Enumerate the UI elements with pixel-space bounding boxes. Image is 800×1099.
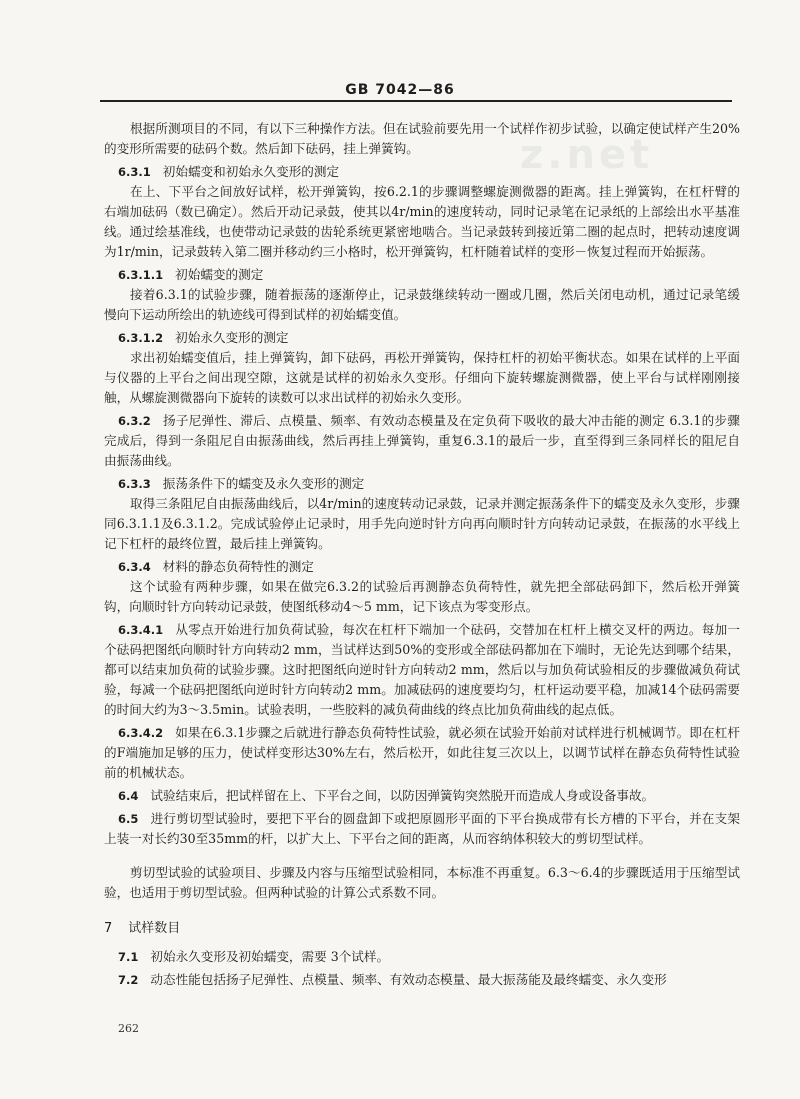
page-number: 262	[118, 1022, 139, 1035]
section-number: 6.3.2	[118, 414, 151, 428]
document-body	[104, 119, 740, 990]
item-text: 初始永久变形及初始蠕变，需要 3个试样。	[150, 949, 390, 964]
chapter-number: 7	[104, 921, 113, 936]
section-heading	[104, 328, 740, 348]
section-body: 取得三条阻尼自由振荡曲线后，以4r/min的速度转动记录鼓，记录并测定振荡条件下的蠕变及永久变形，步骤同6.3.1.1及6.3.1.2。完成试验停止记录时，用手先向逆时针方向再向顺时针方向转动记录鼓，在振荡的水平线上记下杠杆的最终位置，最后挂上弹簧钩。	[104, 496, 740, 551]
section-heading	[104, 809, 740, 849]
section-body: 这个试验有两种步骤，如果在做完6.3.2的试验后再测静态负荷特性，就先把全部砝码卸下，然后松开弹簧钩，向顺时针方向转动记录鼓，使图纸移动4～5 mm，记下该点为零变形点。	[104, 579, 740, 614]
item-number: 7.1	[118, 950, 139, 964]
section-title: 初始蠕变的测定	[175, 267, 264, 282]
section-body: 接着6.3.1的试验步骤，随着振荡的逐渐停止，记录鼓继续转动一圈或几圈，然后关闭电动机，通过记录笔缓慢向下运动所绘出的轨迹线可得到试样的初始蠕变值。	[104, 287, 740, 322]
section-title: 振荡条件下的蠕变及永久变形的测定	[162, 476, 365, 491]
section-heading	[104, 620, 740, 720]
section-number: 6.3.4	[118, 560, 151, 574]
chapter-heading	[104, 919, 740, 939]
section-number: 6.3.4.2	[118, 726, 164, 740]
chapter-item	[104, 970, 740, 990]
section-body: 扬子尼弹性、滞后、点模量、频率、有效动态模量及在定负荷下吸收的最大冲击能的测定 6.3.1的步骤完成后，得到一条阻尼自由振荡曲线，然后再挂上弹簧钩，重复6.3.1的最后一步，直至得到三条同样长的阻尼自由振荡曲线。	[104, 413, 740, 468]
section-number: 6.3.4.1	[118, 623, 164, 637]
section-heading	[104, 265, 740, 285]
closing-paragraph: 剪切型试验的试验项目、步骤及内容与压缩型试验相同，本标准不再重复。6.3～6.4的步骤既适用于压缩型试验，也适用于剪切型试验。但两种试验的计算公式系数不同。	[104, 865, 740, 900]
section-heading	[104, 557, 740, 577]
standard-header: GB 7042—86	[345, 82, 455, 98]
item-text: 动态性能包括扬子尼弹性、点模量、频率、有效动态模量、最大振荡能及最终蠕变、永久变形	[150, 972, 667, 987]
section-heading	[104, 474, 740, 494]
section-number: 6.3.1.1	[118, 268, 164, 282]
section-number: 6.3.1	[118, 165, 151, 179]
section-heading	[104, 162, 740, 182]
chapter-title: 试样数目	[128, 921, 181, 936]
section-heading	[104, 786, 740, 806]
section-heading	[104, 411, 740, 471]
section-body: 进行剪切型试验时，要把下平台的圆盘卸下或把原圆形平面的下平台换成带有长方槽的下平台，并在支架上装一对长约30至35mm的杆，以扩大上、下平台之间的距离，从而容纳体积较大的剪切型试样。	[104, 811, 740, 846]
intro-paragraph: 根据所测项目的不同，有以下三种操作方法。但在试验前要先用一个试样作初步试验，以确定使试样产生20%的变形所需要的砝码个数。然后卸下砝码，挂上弹簧钩。	[104, 121, 740, 156]
chapter-item	[104, 947, 740, 967]
section-body: 如果在6.3.1步骤之后就进行静态负荷特性试验，就必须在试验开始前对试样进行机械调节。即在杠杆的F端施加足够的压力，使试样变形达30%左右，然后松开，如此往复三次以上，以调节试样在静态负荷特性试验前的机械状态。	[104, 725, 740, 780]
section-body: 在上、下平台之间放好试样，松开弹簧钩，按6.2.1的步骤调整螺旋测微器的距离。挂上弹簧钩，在杠杆臂的右端加砝码（数已确定）。然后开动记录鼓，使其以4r/min的速度转动，同时记录笔在记录纸的上部绘出水平基准线。通过绘基准线，也使带动记录鼓的齿轮系统更紧密地啮合。当记录鼓转到接近第二圈的起点时，把转动速度调为1r/min，记录鼓转入第二圈并移动约三小格时，松开弹簧钩，杠杆随着试样的变形－恢复过程而开始振荡。	[104, 184, 740, 259]
section-body: 试验结束后，把试样留在上、下平台之间，以防因弹簧钩突然脱开而造成人身或设备事故。	[150, 788, 655, 803]
section-title: 初始永久变形的测定	[175, 330, 289, 345]
section-body: 从零点开始进行加负荷试验，每次在杠杆下端加一个砝码，交替加在杠杆上横交叉杆的两边。每加一个砝码把图纸向顺时针方向转动2 mm，当试样达到50%的变形或全部砝码都加在下端时，无论先达到哪个结果，都可以结束加负荷的试验步骤。这时把图纸向逆时针方向转动2 mm，然后以与加负荷试验相反的步骤做减负荷试验，每减一个砝码把图纸向逆时针方向转动2 mm。加减砝码的速度要均匀，杠杆运动要平稳，加减14个砝码需要的时间大约为3～3.5min。试验表明，一些胶料的减负荷曲线的终点比加负荷曲线的起点低。	[104, 622, 740, 717]
header-rule	[100, 100, 732, 102]
section-number: 6.5	[118, 812, 139, 826]
section-body: 求出初始蠕变值后，挂上弹簧钩，卸下砝码，再松开弹簧钩，保持杠杆的初始平衡状态。如果在试样的上平面与仪器的上平台之间出现空隙，这就是试样的初始永久变形。仔细向下旋转螺旋测微器，使上平台与试样刚刚接触，从螺旋测微器向下旋转的读数可以求出试样的初始永久变形。	[104, 350, 740, 405]
section-number: 6.3.1.2	[118, 331, 164, 345]
section-number: 6.3.3	[118, 477, 151, 491]
watermark: z.net	[520, 132, 654, 178]
sections	[104, 162, 740, 849]
chapter-items	[104, 947, 740, 990]
section-title: 初始蠕变和初始永久变形的测定	[162, 164, 340, 179]
item-number: 7.2	[118, 973, 139, 987]
section-number: 6.4	[118, 789, 139, 803]
section-heading	[104, 723, 740, 783]
section-title: 材料的静态负荷特性的测定	[162, 559, 314, 574]
